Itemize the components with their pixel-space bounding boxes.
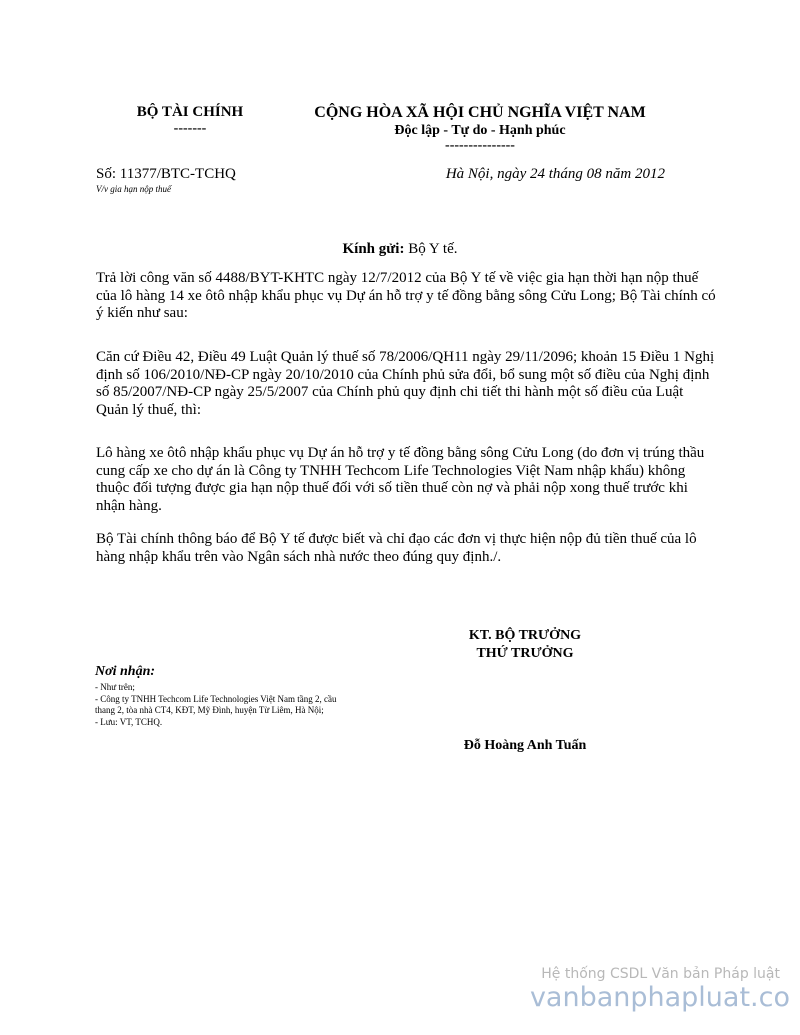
watermark-site: vanbanphapluat.co	[529, 982, 790, 1013]
document-number: Số: 11377/BTC-TCHQ	[96, 166, 236, 182]
body-paragraph: Bộ Tài chính thông báo để Bộ Y tế được biết và chỉ đạo các đơn vị thực hiện nộp đủ tiền thuế của lô hàng nhập khẩu trên vào Ngân sách nhà nước theo đúng quy định./.	[96, 531, 697, 565]
national-header-block	[300, 103, 660, 153]
distribution-list	[95, 682, 355, 728]
body-paragraph: Trả lời công văn số 4488/BYT-KHTC ngày 12/7/2012 của Bộ Y tế về việc gia hạn thời hạn nộp thuế của lô hàng 14 xe ôtô nhập khẩu phục vụ Dự án hỗ trợ y tế đồng bằng sông Cửu Long; Bộ Tài chính có ý kiến như sau:	[96, 270, 716, 321]
motto-separator: ---------------	[445, 138, 515, 153]
national-motto: Độc lập - Tự do - Hạnh phúc	[394, 123, 566, 138]
body-paragraph: Lô hàng xe ôtô nhập khẩu phục vụ Dự án hỗ trợ y tế đồng bằng sông Cửu Long (do đơn vị trúng thầu cung cấp xe cho dự án là Công ty TNHH Techcom Life Technologies Việt Nam nhập khẩu) không thuộc đối tượng được gia hạn nộp thuế đối với số tiền thuế còn nợ và phải nộp xong thuế trước khi nhận hàng.	[96, 445, 705, 514]
signer-title-line2: THỨ TRƯỞNG	[476, 646, 574, 661]
distribution-item: - Công ty TNHH Techcom Life Technologies Việt Nam tầng 2, cầu thang 2, tòa nhà CT4, KĐT, Mỹ Đình, huyện Từ Liêm, Hà Nội;	[95, 693, 337, 715]
agency-name: BỘ TÀI CHÍNH	[136, 104, 244, 120]
recipient-label: Kính gửi:	[342, 241, 405, 257]
agency-separator: -------	[173, 121, 207, 136]
place-and-date: Hà Nội, ngày 24 tháng 08 năm 2012	[445, 166, 665, 182]
distribution-item: - Lưu: VT, TCHQ.	[95, 716, 163, 727]
watermark-caption: Hệ thống CSDL Văn bản Pháp luật	[541, 966, 780, 982]
issuing-agency-block	[120, 103, 260, 137]
signer-name: Đỗ Hoàng Anh Tuấn	[463, 738, 587, 753]
recipient-value: Bộ Y tế.	[408, 241, 458, 257]
distribution-item: - Như trên;	[95, 682, 135, 692]
signer-title-block	[430, 627, 620, 663]
distribution-title: Nơi nhận:	[95, 664, 156, 679]
signer-title-line1: KT. BỘ TRƯỞNG	[468, 628, 582, 643]
document-subject: V/v gia hạn nộp thuế	[96, 184, 171, 194]
nation-title: CỘNG HÒA XÃ HỘI CHỦ NGHĨA VIỆT NAM	[314, 104, 646, 121]
recipient-line	[96, 240, 704, 258]
body-paragraph: Căn cứ Điều 42, Điều 49 Luật Quản lý thuế số 78/2006/QH11 ngày 29/11/2096; khoản 15 Điều 1 Nghị định số 106/2010/NĐ-CP ngày 20/10/2010 của Chính phủ sửa đổi, bổ sung một số điều của Nghị định số 85/2007/NĐ-CP ngày 25/5/2007 của Chính phủ quy định chi tiết thi hành một số điều của Luật Quản lý thuế, thì:	[96, 349, 715, 418]
